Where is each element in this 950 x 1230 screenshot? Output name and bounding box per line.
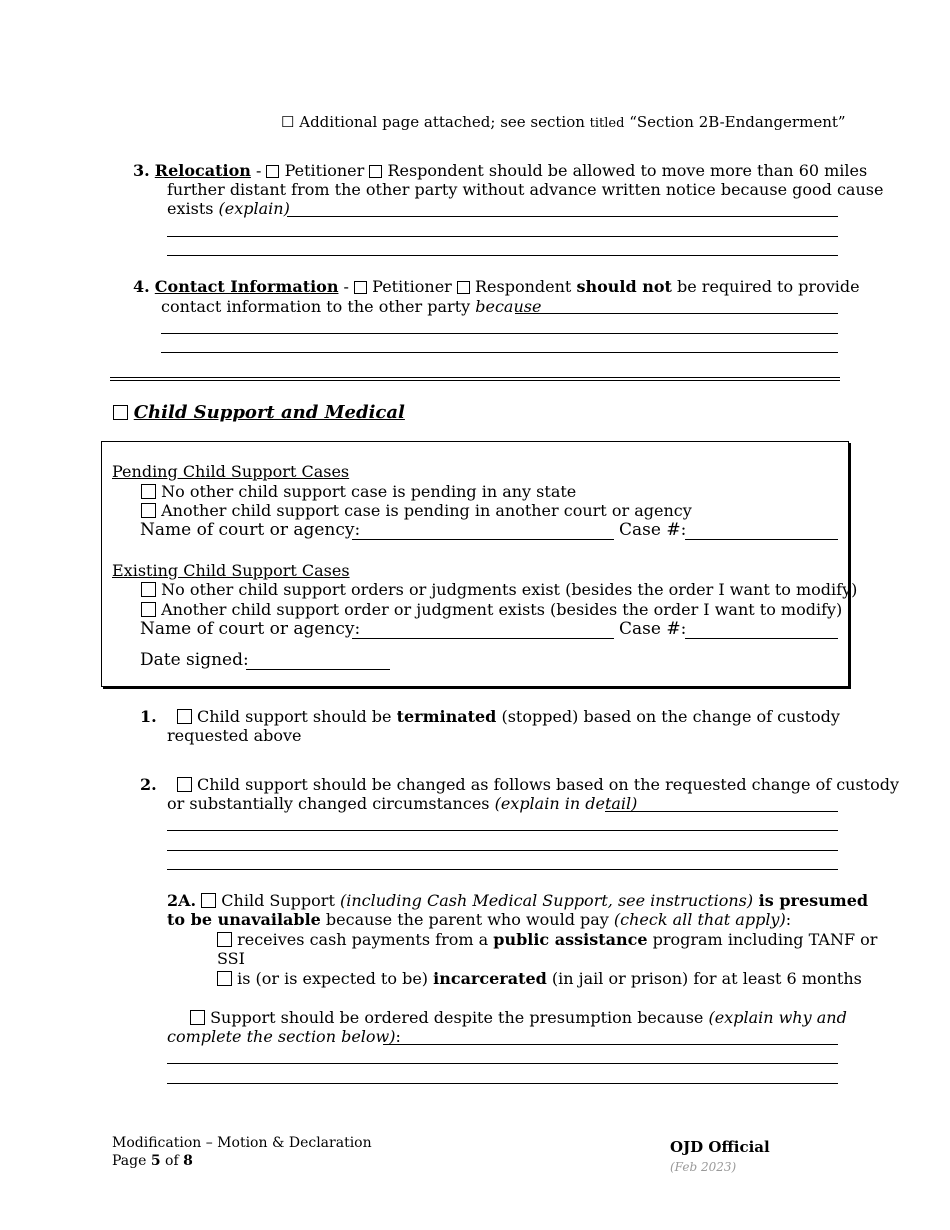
date-signed-field[interactable]	[246, 669, 390, 670]
change-support-checkbox[interactable]	[177, 777, 192, 792]
cs2a-option1-line2: SSI	[217, 949, 245, 968]
relocation-line3: exists (explain)	[167, 199, 290, 218]
relocation-explain-field-3[interactable]	[167, 255, 838, 256]
checkbox-glyph[interactable]: ☐	[281, 113, 295, 131]
item-number: 1.	[140, 707, 157, 726]
terminate-support-checkbox[interactable]	[177, 709, 192, 724]
cs-item2-line1: 2. Child support should be changed as follows based on the requested change of custody	[140, 775, 900, 794]
change-explain-field-3[interactable]	[167, 850, 838, 851]
relocation-explain-field-2[interactable]	[167, 236, 838, 237]
existing-option-1: No other child support orders or judgments exist (besides the order I want to modify)	[141, 580, 857, 599]
contact-title: Contact Information	[154, 277, 339, 296]
footer-page-number: Page 5 of 8	[112, 1153, 193, 1169]
date-signed-label: Date signed:	[140, 650, 249, 670]
despite-line2: complete the section below):	[167, 1027, 401, 1046]
item-number: 4.	[133, 277, 150, 296]
section-heading	[113, 402, 405, 424]
contact-because-field-3[interactable]	[161, 352, 838, 353]
pending-another-checkbox[interactable]	[141, 503, 156, 518]
contact-respondent-checkbox[interactable]	[457, 281, 470, 294]
footer-form-title: Modification – Motion & Declaration	[112, 1135, 372, 1151]
relocation-respondent-checkbox[interactable]	[369, 165, 382, 178]
pending-option-1: No other child support case is pending in any state	[141, 482, 576, 501]
contact-petitioner-checkbox[interactable]	[354, 281, 367, 294]
cs2a-option1: receives cash payments from a public assistance program including TANF or	[217, 930, 877, 949]
relocation-petitioner-checkbox[interactable]	[266, 165, 279, 178]
despite-line1: Support should be ordered despite the presumption because (explain why and	[190, 1008, 847, 1027]
divider-bottom	[110, 380, 840, 381]
change-explain-field-4[interactable]	[167, 869, 838, 870]
incarcerated-checkbox[interactable]	[217, 971, 232, 986]
contact-because-field[interactable]	[515, 313, 838, 314]
footer-official: OJD Official	[670, 1138, 770, 1156]
change-explain-field-2[interactable]	[167, 830, 838, 831]
divider-top	[110, 377, 840, 378]
despite-explain-field-3[interactable]	[167, 1083, 838, 1084]
item-number: 3.	[133, 161, 150, 180]
existing-case-label: Case #:	[619, 619, 687, 639]
cs2a-option2: is (or is expected to be) incarcerated (in jail or prison) for at least 6 months	[217, 969, 862, 988]
relocation-line1: 3. Relocation - Petitioner Respondent should be allowed to move more than 60 miles	[133, 161, 868, 180]
item-label-2a: 2A.	[167, 891, 197, 910]
pending-heading: Pending Child Support Cases	[112, 462, 350, 481]
existing-case-field[interactable]	[685, 638, 838, 639]
cs-item1-line2: requested above	[167, 726, 302, 745]
despite-explain-field-2[interactable]	[167, 1063, 838, 1064]
pending-none-checkbox[interactable]	[141, 484, 156, 499]
footer-date: (Feb 2023)	[670, 1160, 737, 1174]
item-number: 2.	[140, 775, 157, 794]
public-assistance-checkbox[interactable]	[217, 932, 232, 947]
cs-item1-line1: 1. Child support should be terminated (stopped) based on the change of custody	[140, 707, 840, 726]
pending-court-field[interactable]	[352, 539, 614, 540]
presumed-unavailable-checkbox[interactable]	[201, 893, 216, 908]
cs-item2-line2: or substantially changed circumstances (explain in detail)	[167, 794, 638, 813]
existing-none-checkbox[interactable]	[141, 582, 156, 597]
existing-option-2: Another child support order or judgment exists (besides the order I want to modify)	[141, 600, 842, 619]
existing-court-field[interactable]	[352, 638, 614, 639]
change-explain-field[interactable]	[605, 811, 838, 812]
relocation-explain-field[interactable]	[287, 216, 838, 217]
pending-court-label: Name of court or agency:	[140, 520, 361, 540]
section-title: Child Support and Medical	[133, 402, 405, 423]
contact-because-field-2[interactable]	[161, 333, 838, 334]
support-despite-checkbox[interactable]	[190, 1010, 205, 1025]
existing-court-label: Name of court or agency:	[140, 619, 361, 639]
pending-option-2: Another child support case is pending in another court or agency	[141, 501, 692, 520]
existing-another-checkbox[interactable]	[141, 602, 156, 617]
cs2a-line1: 2A. Child Support (including Cash Medical Support, see instructions) is presumed	[167, 891, 869, 910]
despite-explain-field[interactable]	[383, 1044, 838, 1045]
child-support-section-checkbox[interactable]	[113, 405, 128, 420]
relocation-title: Relocation	[154, 161, 251, 180]
relocation-line2: further distant from the other party without advance written notice because good cause	[167, 180, 884, 199]
pending-case-field[interactable]	[685, 539, 838, 540]
pending-case-label: Case #:	[619, 520, 687, 540]
existing-heading: Existing Child Support Cases	[112, 561, 350, 580]
contact-line1: 4. Contact Information - Petitioner Respondent should not be required to provide	[133, 277, 860, 296]
contact-line2: contact information to the other party because	[161, 297, 542, 316]
attachment-note: ☐ Additional page attached; see section titled “Section 2B-Endangerment”	[281, 113, 846, 131]
cs2a-line2: to be unavailable because the parent who would pay (check all that apply):	[167, 910, 792, 929]
